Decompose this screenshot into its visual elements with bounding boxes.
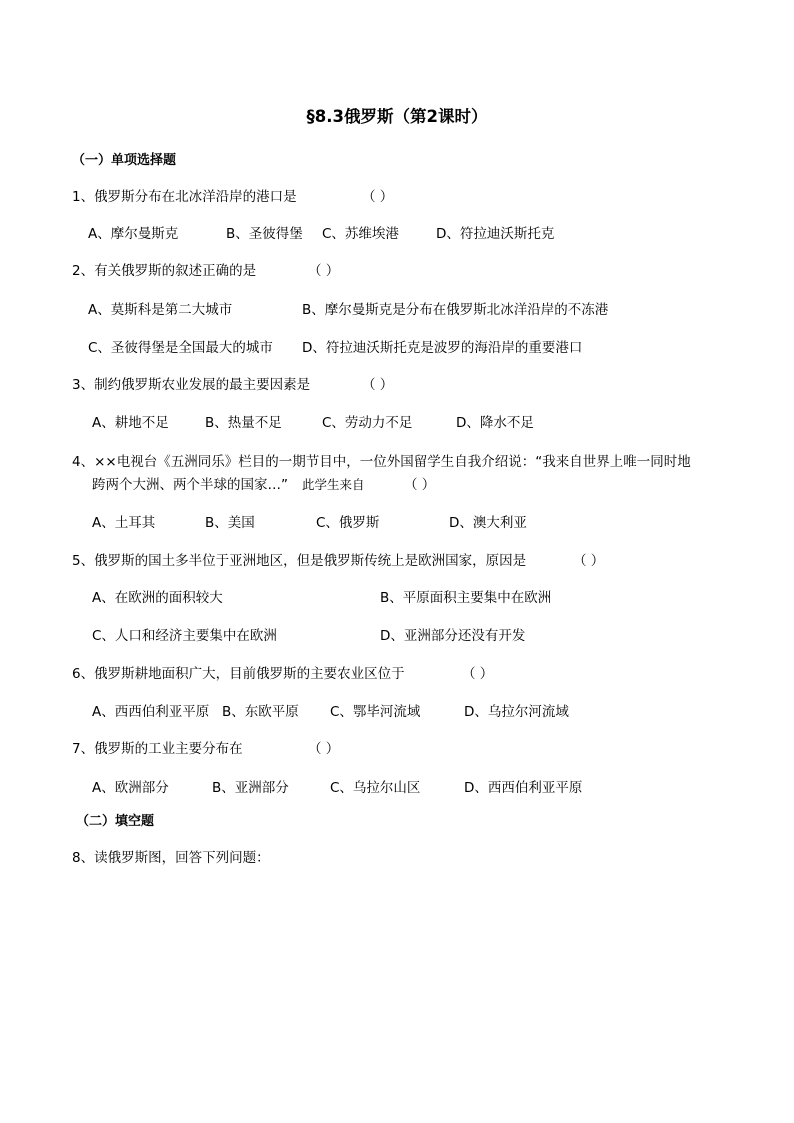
question-7-answer-blank[interactable]: （ ）: [308, 741, 340, 757]
question-5-option-b[interactable]: B、平原面积主要集中在欧洲: [380, 590, 552, 606]
question-5-option-d[interactable]: D、亚洲部分还没有开发: [380, 628, 526, 644]
question-4-option-c[interactable]: C、俄罗斯: [316, 515, 380, 531]
question-4-stem-line-2: 跨两个大洲、两个半球的国家…”: [92, 477, 288, 493]
question-4-stem-tail: 此学生来自: [302, 477, 365, 492]
question-4-option-a[interactable]: A、土耳其: [92, 515, 156, 531]
question-3-answer-blank[interactable]: （ ）: [362, 377, 394, 393]
question-6-option-a[interactable]: A、西西伯利亚平原: [92, 704, 210, 720]
question-7-stem: 7、俄罗斯的工业主要分布在: [72, 741, 243, 757]
question-5-stem: 5、俄罗斯的国土多半位于亚洲地区，但是俄罗斯传统上是欧洲国家，原因是: [72, 553, 527, 569]
question-5-option-c[interactable]: C、人口和经济主要集中在欧洲: [92, 628, 277, 644]
question-7-option-c[interactable]: C、乌拉尔山区: [330, 780, 421, 796]
question-3-option-c[interactable]: C、劳动力不足: [322, 415, 413, 431]
question-3-option-a[interactable]: A、耕地不足: [92, 415, 169, 431]
question-1-option-b[interactable]: B、圣彼得堡: [226, 226, 303, 242]
question-8-stem: 8、读俄罗斯图，回答下列问题：: [72, 850, 270, 866]
question-2-answer-blank[interactable]: （ ）: [308, 263, 340, 279]
question-4-option-d[interactable]: D、澳大利亚: [449, 515, 527, 531]
question-3-option-b[interactable]: B、热量不足: [205, 415, 282, 431]
question-1-option-d[interactable]: D、符拉迪沃斯托克: [436, 226, 555, 242]
question-6-answer-blank[interactable]: （ ）: [462, 666, 494, 682]
question-1-option-a[interactable]: A、摩尔曼斯克: [88, 226, 179, 242]
question-2-option-b[interactable]: B、摩尔曼斯克是分布在俄罗斯北冰洋沿岸的不冻港: [302, 302, 609, 318]
question-2-option-d[interactable]: D、符拉迪沃斯托克是波罗的海沿岸的重要港口: [302, 340, 583, 356]
question-3-stem: 3、制约俄罗斯农业发展的最主要因素是: [72, 377, 311, 393]
section-heading-fill-blank: （二）填空题: [76, 814, 155, 829]
question-7-option-a[interactable]: A、欧洲部分: [92, 780, 169, 796]
question-5-answer-blank[interactable]: （ ）: [573, 553, 605, 569]
question-2-option-c[interactable]: C、圣彼得堡是全国最大的城市: [88, 340, 273, 356]
question-7-option-b[interactable]: B、亚洲部分: [212, 780, 289, 796]
section-heading-single-choice: （一）单项选择题: [72, 153, 177, 168]
question-5-option-a[interactable]: A、在欧洲的面积较大: [92, 590, 223, 606]
question-4-stem-line-1: 4、××电视台《五洲同乐》栏目的一期节目中，一位外国留学生自我介绍说：“我来自世界上唯一同时地: [72, 454, 691, 470]
question-1-stem: 1、俄罗斯分布在北冰洋沿岸的港口是: [72, 189, 297, 205]
question-4-answer-blank[interactable]: （ ）: [404, 477, 436, 493]
question-2-stem: 2、有关俄罗斯的叙述正确的是: [72, 263, 257, 279]
question-4-option-b[interactable]: B、美国: [205, 515, 255, 531]
question-3-option-d[interactable]: D、降水不足: [456, 415, 534, 431]
question-6-option-b[interactable]: B、东欧平原: [222, 704, 299, 720]
question-2-option-a[interactable]: A、莫斯科是第二大城市: [88, 302, 233, 318]
question-1-answer-blank[interactable]: （ ）: [362, 189, 394, 205]
question-6-stem: 6、俄罗斯耕地面积广大，目前俄罗斯的主要农业区位于: [72, 666, 405, 682]
page-title: §8.3俄罗斯（第2课时）: [306, 107, 488, 126]
question-6-option-d[interactable]: D、乌拉尔河流域: [464, 704, 569, 720]
question-7-option-d[interactable]: D、西西伯利亚平原: [464, 780, 583, 796]
question-6-option-c[interactable]: C、鄂毕河流域: [330, 704, 421, 720]
question-1-option-c[interactable]: C、苏维埃港: [322, 226, 399, 242]
